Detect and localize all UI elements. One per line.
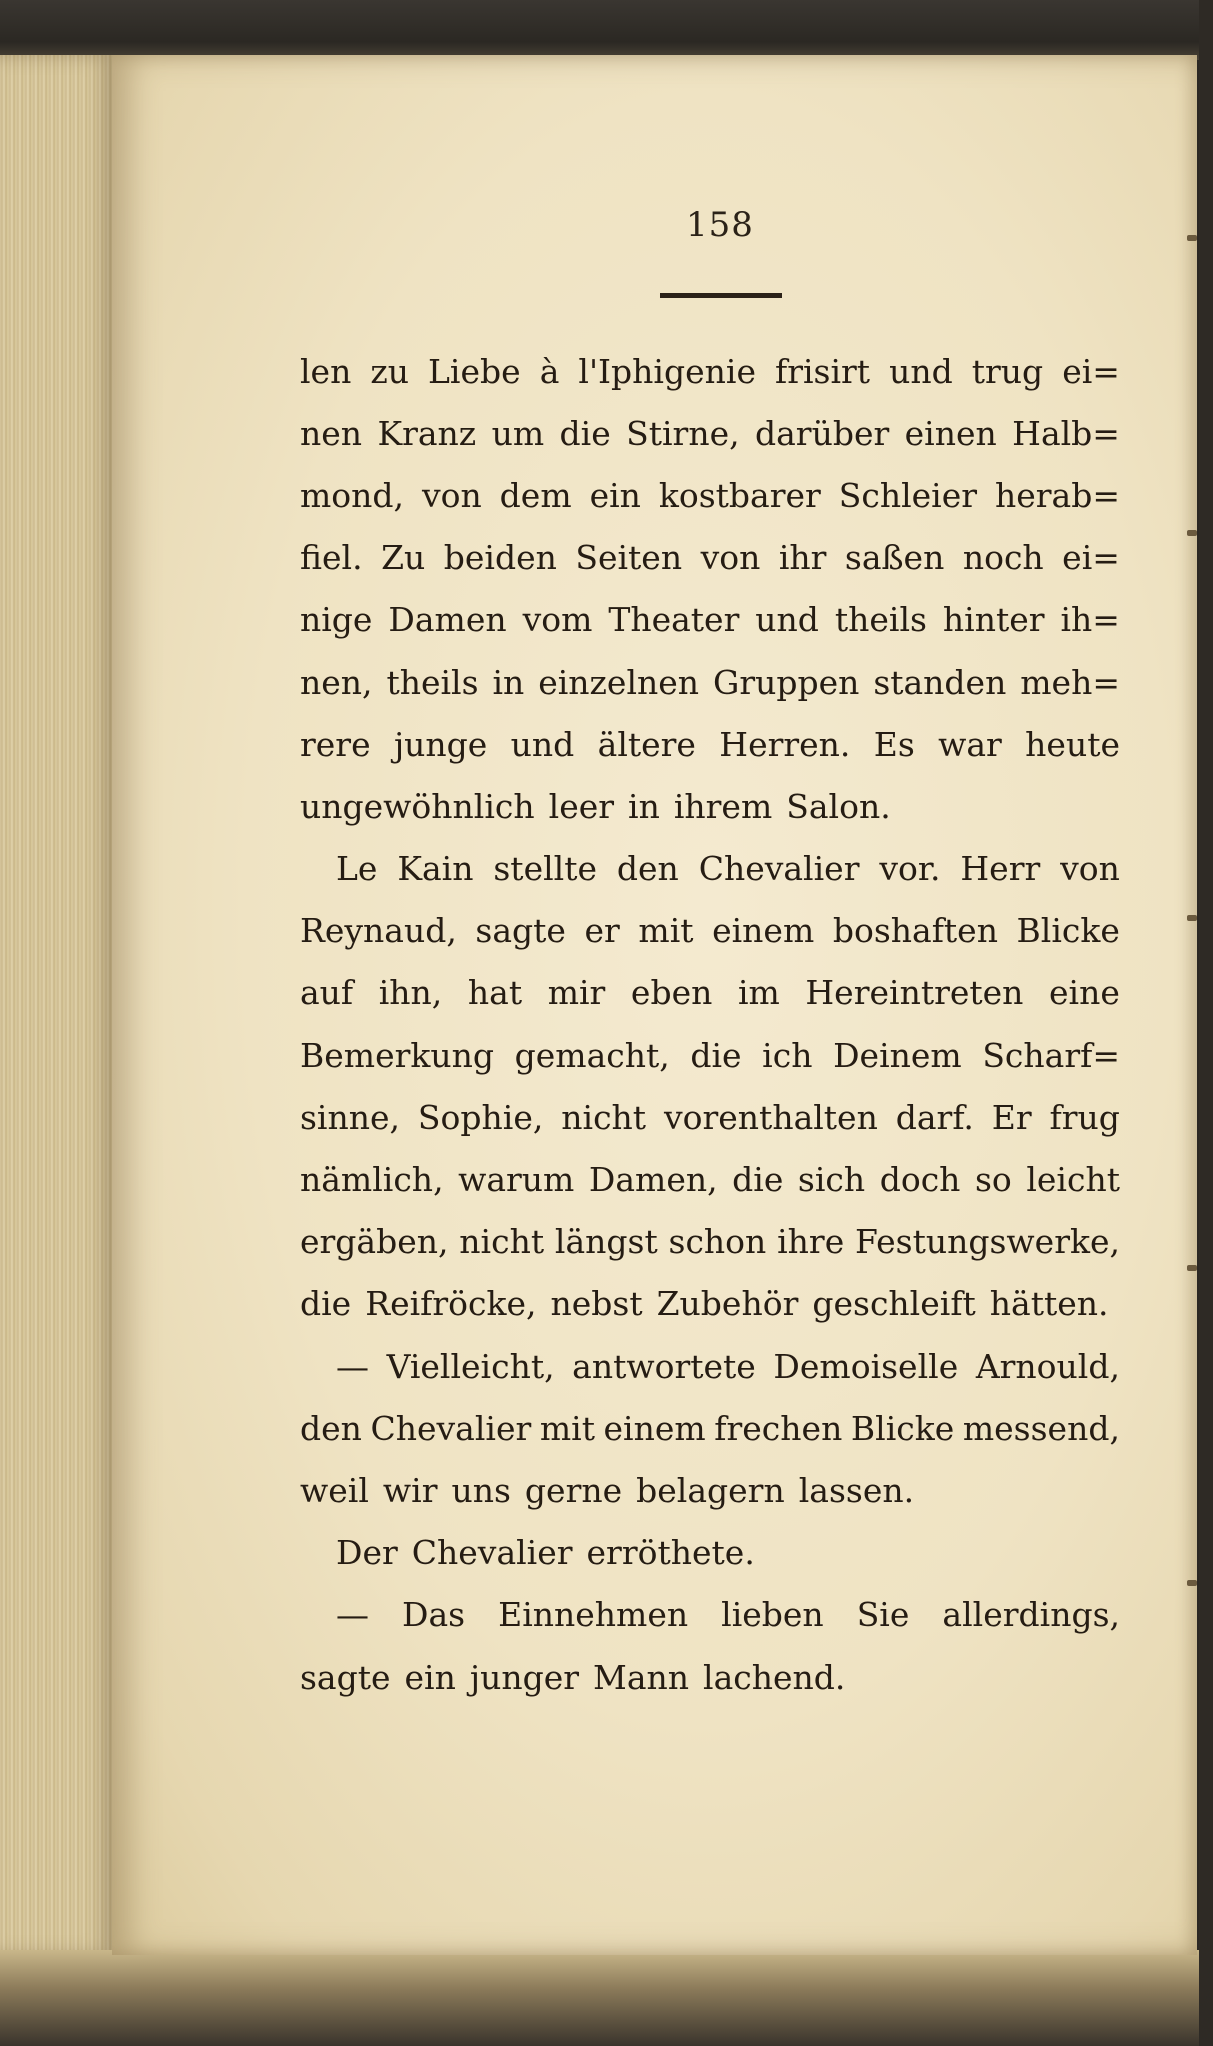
word: ihr [778, 538, 827, 578]
word: mit [539, 1408, 595, 1448]
word: theils [834, 600, 927, 640]
word: sich [797, 1160, 866, 1200]
word: hätten. [989, 1284, 1109, 1324]
word: len [300, 351, 352, 391]
word: Damen, [588, 1160, 718, 1200]
word: wir [382, 1470, 438, 1510]
word: Gruppen [712, 662, 860, 702]
word: theils [386, 662, 479, 702]
word: im [737, 973, 780, 1013]
word: Le [336, 849, 378, 889]
word: mit [638, 911, 694, 951]
word: beiden [443, 538, 557, 578]
word: — [336, 1595, 369, 1635]
word: Scharf= [982, 1035, 1120, 1075]
word: Es [873, 724, 915, 764]
body-text [300, 340, 1120, 1708]
word: leicht [1026, 1160, 1120, 1200]
header-rule [660, 293, 782, 298]
word: Herr [960, 849, 1041, 889]
word: sagte [300, 1657, 391, 1697]
word: auf [300, 973, 354, 1013]
word: noch [962, 538, 1044, 578]
word: — [336, 1346, 369, 1386]
word: junge [393, 724, 488, 764]
word: war [938, 724, 1002, 764]
word: nicht [561, 1097, 647, 1137]
word: nen, [300, 662, 373, 702]
word: mond, [300, 475, 405, 515]
word: die [300, 1284, 352, 1324]
word: Halb= [1012, 413, 1120, 453]
word: Reynaud, [300, 911, 457, 951]
book-cover-right-edge [1199, 0, 1213, 2046]
word: Hereintreten [805, 973, 1024, 1013]
text-line [300, 340, 1120, 402]
word: gerne [524, 1470, 623, 1510]
word: Sophie, [417, 1097, 544, 1137]
word: Kain [397, 849, 474, 889]
book-cover-top-edge [0, 0, 1213, 60]
word: von [421, 475, 482, 515]
word: trug [971, 351, 1044, 391]
word: einem [712, 911, 815, 951]
text-line [300, 1522, 1120, 1584]
word: Arnould, [975, 1346, 1120, 1386]
text-line [300, 900, 1120, 962]
word: erröthete. [586, 1533, 755, 1573]
word: frug [1049, 1097, 1120, 1137]
word: lassen. [798, 1470, 915, 1510]
text-line [300, 1086, 1120, 1148]
word: Einnehmen [498, 1595, 689, 1635]
word: Deinem [833, 1035, 962, 1075]
word: nebst [550, 1284, 643, 1324]
word: einem [603, 1408, 706, 1448]
text-line [300, 1211, 1120, 1273]
word: Theater [608, 600, 740, 640]
text-line [300, 775, 1120, 837]
word: Zu [381, 538, 426, 578]
word: l'Iphigenie [578, 351, 756, 391]
word: vor. [879, 849, 941, 889]
word: Bemerkung [300, 1035, 495, 1075]
word: Chevalier [411, 1533, 573, 1573]
text-line [300, 1335, 1120, 1397]
text-line [300, 838, 1120, 900]
word: meh= [1020, 662, 1120, 702]
word: boshaften [832, 911, 998, 951]
word: doch [879, 1160, 961, 1200]
word: standen [873, 662, 1007, 702]
word: rere [300, 724, 371, 764]
text-line [300, 527, 1120, 589]
word: vom [522, 600, 593, 640]
word: uns [451, 1470, 511, 1510]
word: längst [554, 1222, 658, 1262]
word: den [300, 1408, 362, 1448]
word: die [559, 413, 611, 453]
edge-mark [1187, 1580, 1197, 1586]
word: Das [402, 1595, 466, 1635]
word: nen [300, 413, 363, 453]
word: dem [499, 475, 572, 515]
word: antwortete [572, 1346, 756, 1386]
word: sinne, [300, 1097, 401, 1137]
word: Liebe [428, 351, 521, 391]
word: herab= [994, 475, 1120, 515]
word: weil [300, 1470, 369, 1510]
word: ihre [777, 1222, 845, 1262]
text-line [300, 1584, 1120, 1646]
edge-mark [1187, 1265, 1197, 1271]
word: frechen [714, 1408, 843, 1448]
word: hat [467, 973, 523, 1013]
word: Salon. [786, 786, 891, 826]
word: darüber [755, 413, 890, 453]
word: leer [548, 786, 615, 826]
word: Festungswerke, [855, 1222, 1120, 1262]
word: ein [404, 1657, 456, 1697]
word: Demoiselle [773, 1346, 959, 1386]
text-line [300, 589, 1120, 651]
word: heute [1025, 724, 1120, 764]
word: nämlich, [300, 1160, 444, 1200]
word: junger [469, 1657, 580, 1697]
word: messend, [962, 1408, 1120, 1448]
word: vorenthalten [663, 1097, 878, 1137]
text-line [300, 1148, 1120, 1210]
text-line [300, 402, 1120, 464]
word: stellte [493, 849, 597, 889]
word: ältere [597, 724, 696, 764]
text-line [300, 713, 1120, 775]
word: von [1060, 849, 1120, 889]
word: die [690, 1035, 742, 1075]
word: fiel. [300, 538, 363, 578]
word: ei= [1062, 538, 1120, 578]
book-bottom-edge [0, 1950, 1213, 2046]
word: warum [458, 1160, 575, 1200]
word: Herren. [719, 724, 851, 764]
word: Chevalier [698, 849, 860, 889]
edge-mark [1187, 915, 1197, 921]
word: um [491, 413, 545, 453]
word: und [755, 600, 819, 640]
word: ungewöhnlich [300, 786, 535, 826]
word: schon [668, 1222, 767, 1262]
edge-mark [1187, 235, 1197, 241]
word: eben [630, 973, 713, 1013]
word: gemacht, [514, 1035, 670, 1075]
word: einzelnen [538, 662, 700, 702]
text-line [300, 1273, 1120, 1335]
word: und [510, 724, 575, 764]
word: die [732, 1160, 784, 1200]
word: nige [300, 600, 373, 640]
word: darf. [895, 1097, 974, 1137]
word: ihrem [673, 786, 773, 826]
word: ich [762, 1035, 813, 1075]
word: Stirne, [626, 413, 740, 453]
word: frisirt [775, 351, 871, 391]
text-line [300, 1646, 1120, 1708]
word: ergäben, [300, 1222, 449, 1262]
word: einen [904, 413, 997, 453]
word: zu [370, 351, 409, 391]
word: ein [589, 475, 641, 515]
word: so [974, 1160, 1012, 1200]
word: Seiten [575, 538, 683, 578]
word: in [492, 662, 525, 702]
word: mir [547, 973, 606, 1013]
text-line [300, 1397, 1120, 1459]
word: Damen [388, 600, 507, 640]
word: eine [1049, 973, 1120, 1013]
text-line [300, 1024, 1120, 1086]
text-line [300, 651, 1120, 713]
word: ih= [1060, 600, 1120, 640]
word: à [539, 351, 560, 391]
word: sagte [475, 911, 566, 951]
word: lieben [721, 1595, 824, 1635]
word: ei= [1062, 351, 1120, 391]
page-number: 158 [686, 205, 754, 245]
word: und [889, 351, 953, 391]
text-line [300, 464, 1120, 526]
word: geschleift [812, 1284, 976, 1324]
word: Blicke [850, 1408, 955, 1448]
word: Der [336, 1533, 398, 1573]
word: Kranz [377, 413, 477, 453]
word: Chevalier [370, 1408, 532, 1448]
word: Mann [593, 1657, 690, 1697]
word: hinter [942, 600, 1045, 640]
edge-mark [1187, 530, 1197, 536]
word: kostbarer [658, 475, 821, 515]
word: lachend. [703, 1657, 846, 1697]
word: saßen [844, 538, 945, 578]
word: den [616, 849, 679, 889]
text-line [300, 962, 1120, 1024]
word: ihn, [378, 973, 443, 1013]
word: belagern [636, 1470, 785, 1510]
stacked-page-edges [0, 55, 118, 1955]
text-line [300, 1459, 1120, 1521]
word: Sie [856, 1595, 910, 1635]
word: Vielleicht, [386, 1346, 555, 1386]
word: in [628, 786, 660, 826]
word: von [700, 538, 761, 578]
word: allerdings, [942, 1595, 1120, 1635]
word: Er [991, 1097, 1032, 1137]
word: Schleier [838, 475, 978, 515]
word: Reifröcke, [365, 1284, 537, 1324]
word: Blicke [1016, 911, 1120, 951]
word: nicht [459, 1222, 545, 1262]
word: Zubehör [656, 1284, 799, 1324]
word: er [584, 911, 620, 951]
